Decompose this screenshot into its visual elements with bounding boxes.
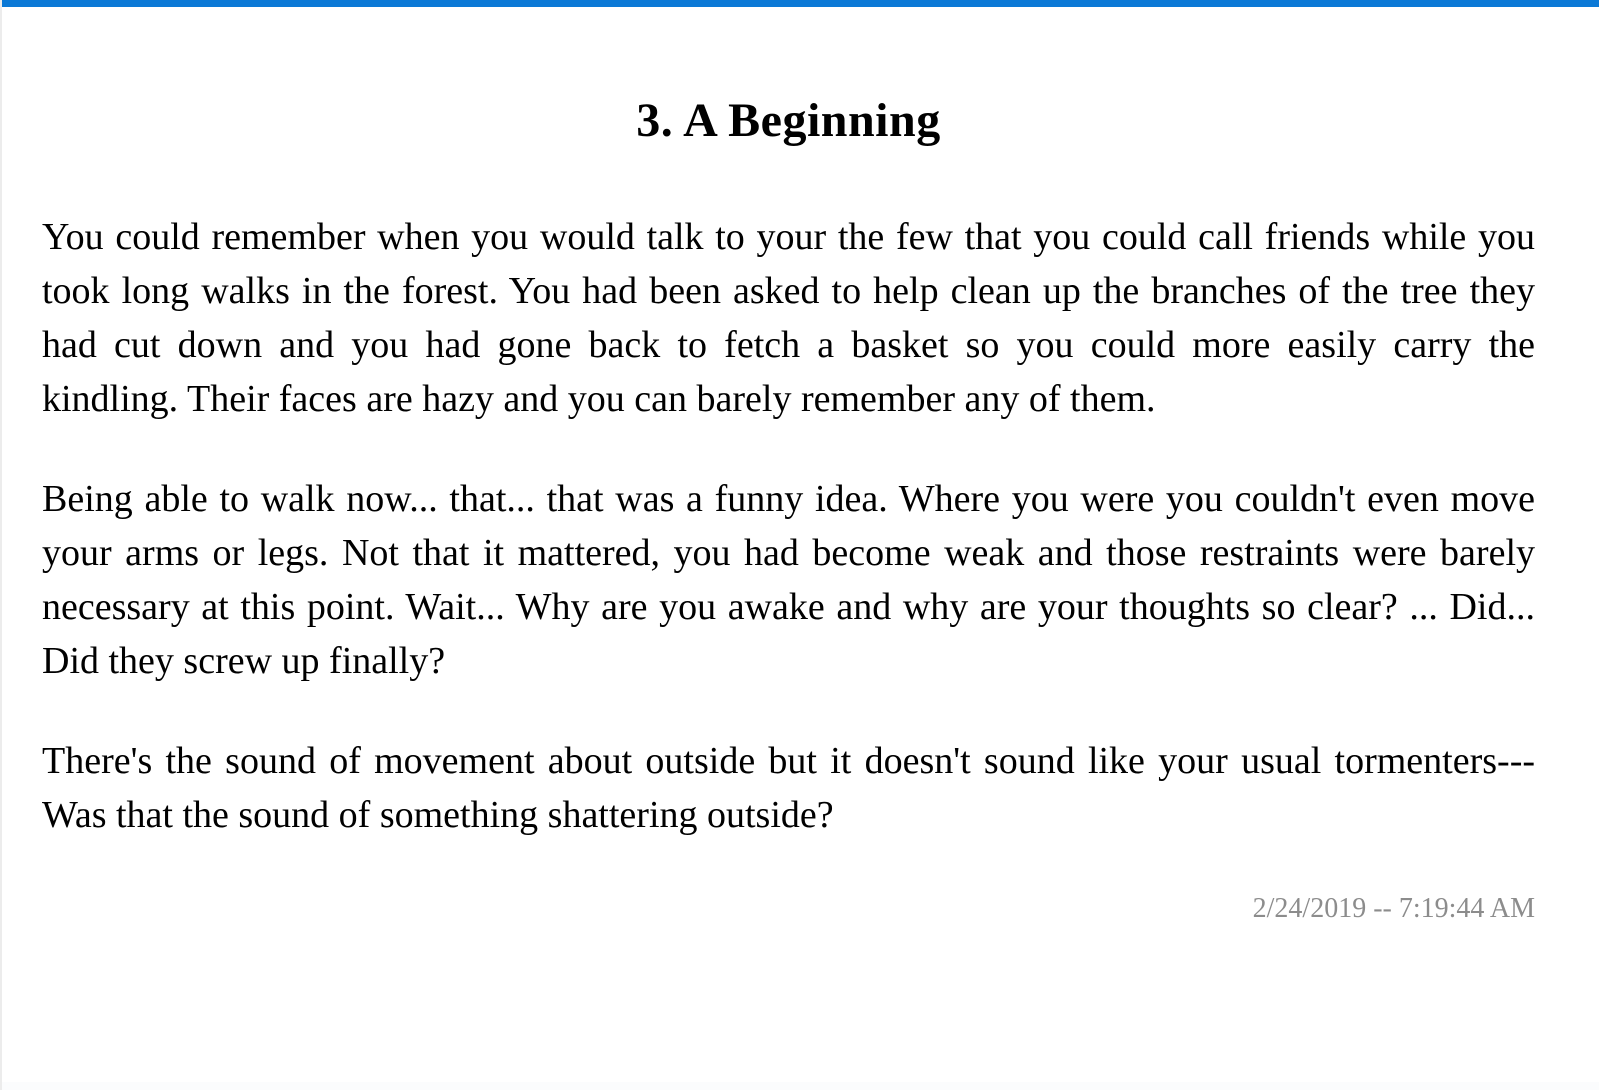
bottom-strip [2,1082,1599,1090]
chapter-title: 3. A Beginning [636,94,941,147]
story-paragraph-1: You could remember when you would talk to your the few that you could call friends while you took long walks in the forest. You had been asked to help clean up the branches of the tree they had cut down and you had gone back to fetch a basket so you could more easily carry the kindling. Their faces are hazy and you can barely remember any of them. [42,215,1535,420]
top-accent-bar [2,0,1599,7]
story-paragraph-2: Being able to walk now... that... that was a funny idea. Where you were you couldn't even move your arms or legs. Not that it mattered, you had become weak and those restraints were barely necessary at this point. Wait... Why are you awake and why are your thoughts so clear? ... Did... Did they screw up finally? [42,477,1535,682]
timestamp: 2/24/2019 -- 7:19:44 AM [1252,892,1535,924]
story-paragraph-3: There's the sound of movement about outside but it doesn't sound like your usual tormenters--- Was that the sound of something shattering outside? [42,739,1535,836]
chapter-content [2,7,1599,926]
